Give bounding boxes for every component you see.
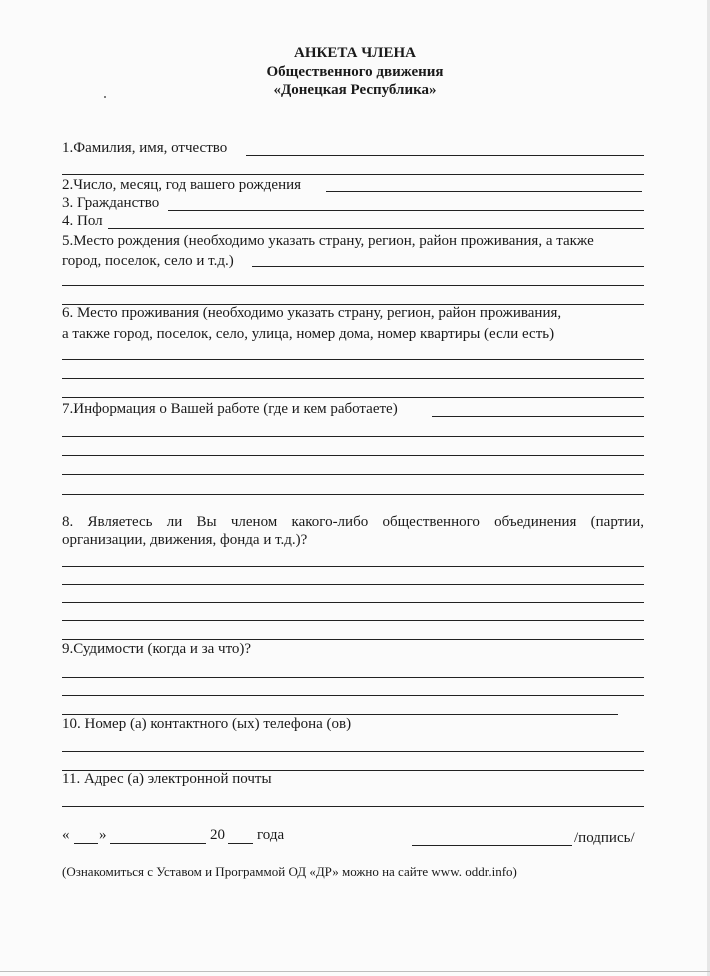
- form-subtitle-organization: Общественного движения: [266, 64, 444, 80]
- field-label-citizenship: 3. Гражданство: [62, 195, 160, 211]
- field-line-residence-3[interactable]: [62, 397, 644, 398]
- field-line-convictions-2[interactable]: [62, 695, 644, 696]
- field-label-phone: 10. Номер (а) контактного (ых) телефона (ов): [62, 716, 352, 732]
- field-line-email[interactable]: [62, 806, 644, 807]
- field-label-birthplace-2: город, поселок, село и т.д.): [62, 253, 234, 269]
- field-label-membership-1: 8. Являетесь ли Вы членом какого-либо общественного объединения (партии,: [62, 514, 644, 530]
- field-line-residence-2[interactable]: [62, 378, 644, 379]
- page-bottom-edge: [0, 971, 710, 972]
- field-label-convictions: 9.Судимости (когда и за что)?: [62, 641, 252, 657]
- field-label-email: 11. Адрес (а) электронной почты: [62, 771, 272, 787]
- field-line-phone-1[interactable]: [62, 751, 644, 752]
- date-month-line[interactable]: [110, 843, 206, 844]
- scan-speck: [104, 96, 106, 98]
- date-day-line[interactable]: [74, 843, 98, 844]
- field-label-birth-date: 2.Число, месяц, год вашего рождения: [62, 177, 302, 193]
- field-line-birthplace-2[interactable]: [62, 285, 644, 286]
- field-line-work-2[interactable]: [62, 436, 644, 437]
- field-line-membership-1[interactable]: [62, 566, 644, 567]
- field-line-work-3[interactable]: [62, 455, 644, 456]
- footer-note: (Ознакомиться с Уставом и Программой ОД «ДР» можно на сайте www. oddr.info): [62, 864, 517, 879]
- signature-line[interactable]: [412, 845, 572, 846]
- field-line-birthplace-1[interactable]: [252, 266, 644, 267]
- field-line-full-name-1[interactable]: [246, 155, 644, 156]
- form-subtitle-name: «Донецкая Республика»: [273, 82, 437, 98]
- field-label-birthplace-1: 5.Место рождения (необходимо указать страну, регион, район проживания, а также: [62, 233, 594, 249]
- field-line-residence-1[interactable]: [62, 359, 644, 360]
- field-line-membership-4[interactable]: [62, 620, 644, 621]
- date-quote-open: «: [62, 827, 70, 843]
- date-quote-close: »: [99, 827, 107, 843]
- field-line-gender[interactable]: [108, 228, 644, 229]
- field-label-membership-2: организации, движения, фонда и т.д.)?: [62, 532, 308, 548]
- field-line-work-5[interactable]: [62, 494, 644, 495]
- date-year-suffix: года: [257, 827, 285, 843]
- date-year-prefix: 20: [210, 827, 225, 843]
- field-line-full-name-2[interactable]: [62, 174, 644, 175]
- field-line-work-1[interactable]: [432, 416, 644, 417]
- field-label-work: 7.Информация о Вашей работе (где и кем работаете): [62, 401, 398, 417]
- form-title: АНКЕТА ЧЛЕНА: [294, 45, 416, 61]
- signature-label: /подпись/: [574, 830, 635, 846]
- field-label-residence-2: а также город, поселок, село, улица, номер дома, номер квартиры (если есть): [62, 326, 555, 342]
- date-year-line[interactable]: [228, 843, 253, 844]
- field-line-convictions-1[interactable]: [62, 677, 644, 678]
- field-label-residence-1: 6. Место проживания (необходимо указать страну, регион, район проживания,: [62, 305, 562, 321]
- field-line-work-4[interactable]: [62, 474, 644, 475]
- field-line-membership-3[interactable]: [62, 602, 644, 603]
- field-line-citizenship[interactable]: [168, 210, 644, 211]
- field-label-full-name: 1.Фамилия, имя, отчество: [62, 140, 228, 156]
- field-label-gender: 4. Пол: [62, 213, 103, 229]
- field-line-birth-date[interactable]: [326, 191, 642, 192]
- field-line-membership-2[interactable]: [62, 584, 644, 585]
